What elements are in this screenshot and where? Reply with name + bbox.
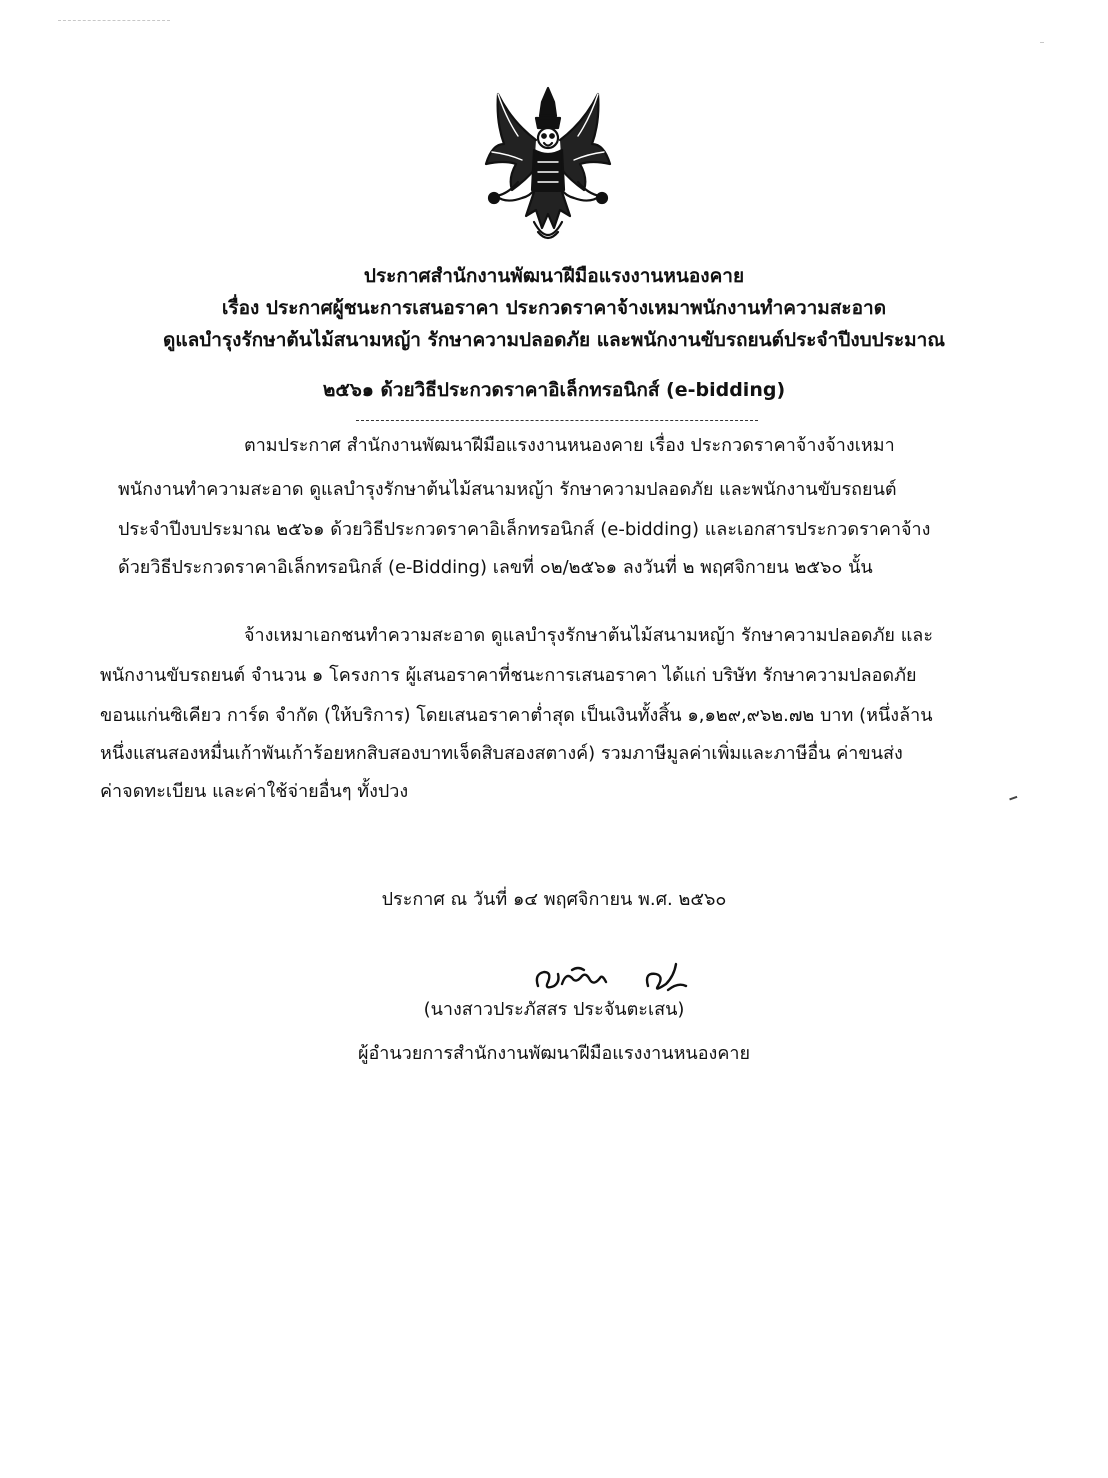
announcement-title: ประกาศสำนักงานพัฒนาฝีมือแรงงานหนองคาย <box>363 265 745 287</box>
announcement-date: ประกาศ ณ วันที่ ๑๔ พฤศจิกายน พ.ศ. ๒๕๖๐ <box>381 889 727 910</box>
signatory-position: ผู้อำนวยการสำนักงานพัฒนาฝีมือแรงงานหนองคาย <box>357 1043 751 1064</box>
paragraph-2-line: ขอนแก่นซิเคียว การ์ด จำกัด (ให้บริการ) โดยเสนอราคาต่ำสุด เป็นเงินทั้งสิ้น ๑,๑๒๙,๙๖๒.๗๒ บาท (หนึ่งล้าน <box>100 705 933 726</box>
paragraph-2-line: พนักงานขับรถยนต์ จำนวน ๑ โครงการ ผู้เสนอราคาที่ชนะการเสนอราคา ได้แก่ บริษัท รักษาความปลอดภัย <box>100 665 917 686</box>
scan-artifact <box>1040 42 1044 43</box>
garuda-emblem-icon <box>478 82 618 250</box>
paragraph-1-line: ด้วยวิธีประกวดราคาอิเล็กทรอนิกส์ (e-Bidding) เลขที่ ๐๒/๒๕๖๑ ลงวันที่ ๒ พฤศจิกายน ๒๕๖๐ นั้น <box>118 557 873 578</box>
paragraph-1-line: ประจำปีงบประมาณ ๒๕๖๑ ด้วยวิธีประกวดราคาอิเล็กทรอนิกส์ (e-bidding) และเอกสารประกวดราคาจ้าง <box>118 519 931 540</box>
paragraph-1-line: ตามประกาศ สำนักงานพัฒนาฝีมือแรงงานหนองคาย เรื่อง ประกวดราคาจ้างจ้างเหมา <box>244 435 895 456</box>
scan-artifact <box>58 20 170 21</box>
handwritten-signature-icon <box>528 956 698 1000</box>
announcement-subject-cont: ดูแลบำรุงรักษาต้นไม้สนามหญ้า รักษาความปลอดภัย และพนักงานขับรถยนต์ประจำปีงบประมาณ <box>163 329 945 351</box>
paragraph-2-line: ค่าจดทะเบียน และค่าใช้จ่ายอื่นๆ ทั้งปวง <box>100 781 409 802</box>
heading-divider <box>356 420 758 421</box>
paragraph-1-line: พนักงานทำความสะอาด ดูแลบำรุงรักษาต้นไม้สนามหญ้า รักษาความปลอดภัย และพนักงานขับรถยนต์ <box>118 479 897 500</box>
paragraph-2-line: จ้างเหมาเอกชนทำความสะอาด ดูแลบำรุงรักษาต้นไม้สนามหญ้า รักษาความปลอดภัย และ <box>244 625 934 646</box>
scan-artifact <box>1009 796 1019 804</box>
announcement-subject-cont: ๒๕๖๑ ด้วยวิธีประกวดราคาอิเล็กทรอนิกส์ (e-bidding) <box>322 379 786 401</box>
signatory-name: (นางสาวประภัสสร ประจันตะเสน) <box>423 999 685 1020</box>
paragraph-2-line: หนึ่งแสนสองหมื่นเก้าพันเก้าร้อยหกสิบสองบาทเจ็ดสิบสองสตางค์) รวมภาษีมูลค่าเพิ่มและภาษีอื่น ค่าขนส่ง <box>100 743 903 764</box>
announcement-subject: เรื่อง ประกาศผู้ชนะการเสนอราคา ประกวดราคาจ้างเหมาพนักงานทำความสะอาด <box>221 297 887 319</box>
